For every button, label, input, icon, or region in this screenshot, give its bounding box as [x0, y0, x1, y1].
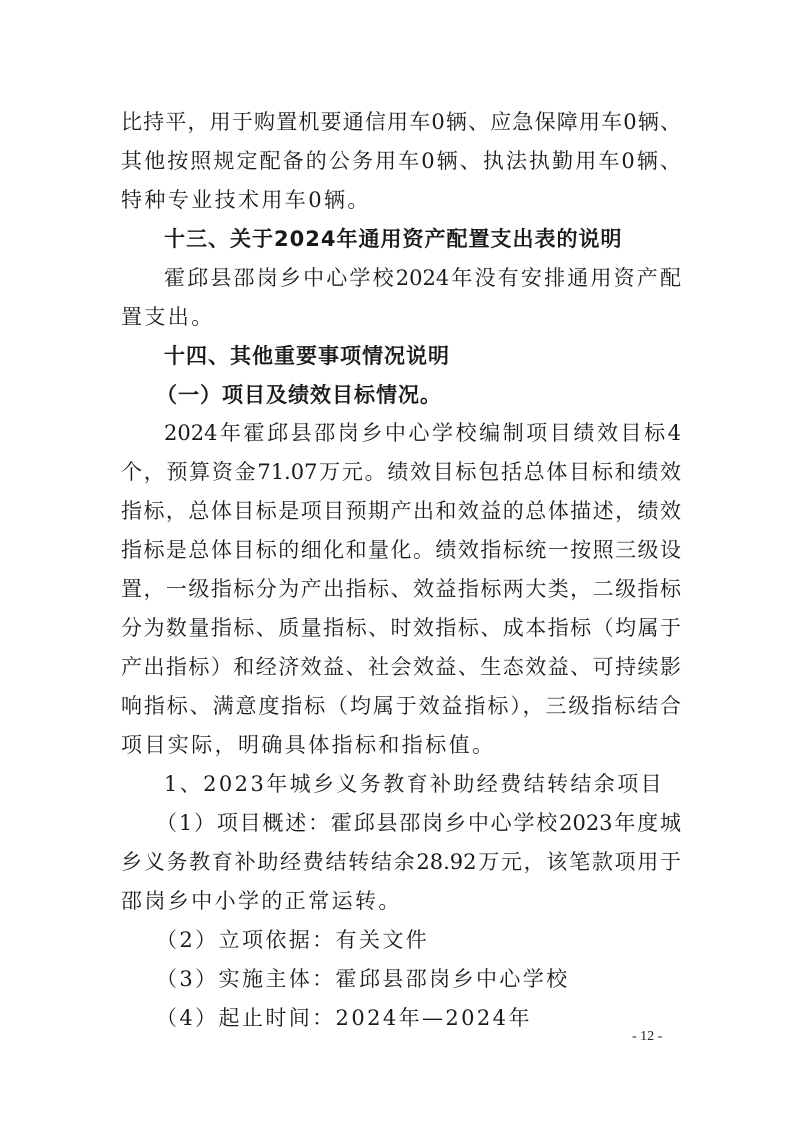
text-line: 特种专业技术用车0辆。 [121, 188, 371, 212]
text-line: 指标是总体目标的细化和量化。绩效指标统一按照三级设 [121, 538, 681, 562]
project-title: 1、2023年城乡义务教育补助经费结转结余项目 [164, 772, 665, 796]
text-line: 邵岗乡中小学的正常运转。 [121, 889, 402, 913]
text-line: 霍邱县邵岗乡中心学校2024年没有安排通用资产配 [164, 266, 681, 290]
text-line: 比持平，用于购置机要通信用车0辆、应急保障用车0辆、 [121, 110, 681, 134]
text-line: 置，一级指标分为产出指标、效益指标两大类，二级指标 [121, 577, 681, 601]
text-line: 响指标、满意度指标（均属于效益指标），三级指标结合 [121, 694, 681, 718]
text-line: 乡义务教育补助经费结转结余28.92万元，该笔款项用于 [121, 850, 681, 874]
project-basis: （2）立项依据：有关文件 [156, 928, 430, 952]
project-period: （4）起止时间：2024年—2024年 [156, 1006, 532, 1030]
subsection-heading: （一）项目及绩效目标情况。 [156, 383, 442, 407]
text-line: 产出指标）和经济效益、社会效益、生态效益、可持续影 [121, 655, 681, 679]
text-line: 置支出。 [121, 305, 215, 329]
text-line: 指标，总体目标是项目预期产出和效益的总体描述，绩效 [121, 499, 681, 523]
text-line: 2024年霍邱县邵岗乡中心学校编制项目绩效目标4 [164, 421, 681, 445]
text-line: 其他按照规定配备的公务用车0辆、执法执勤用车0辆、 [121, 149, 681, 173]
text-line: 个，预算资金71.07万元。绩效目标包括总体目标和绩效 [121, 460, 681, 484]
section-heading-13: 十三、关于2024年通用资产配置支出表的说明 [164, 227, 623, 251]
text-line: （1）项目概述：霍邱县邵岗乡中心学校2023年度城 [156, 811, 681, 835]
text-line: 项目实际，明确具体指标和指标值。 [121, 733, 496, 757]
page-number: - 12 - [632, 1029, 663, 1044]
text-line: 分为数量指标、质量指标、时效指标、成本指标（均属于 [121, 616, 681, 640]
section-heading-14: 十四、其他重要事项情况说明 [164, 344, 450, 368]
project-subject: （3）实施主体：霍邱县邵岗乡中心学校 [156, 967, 570, 991]
